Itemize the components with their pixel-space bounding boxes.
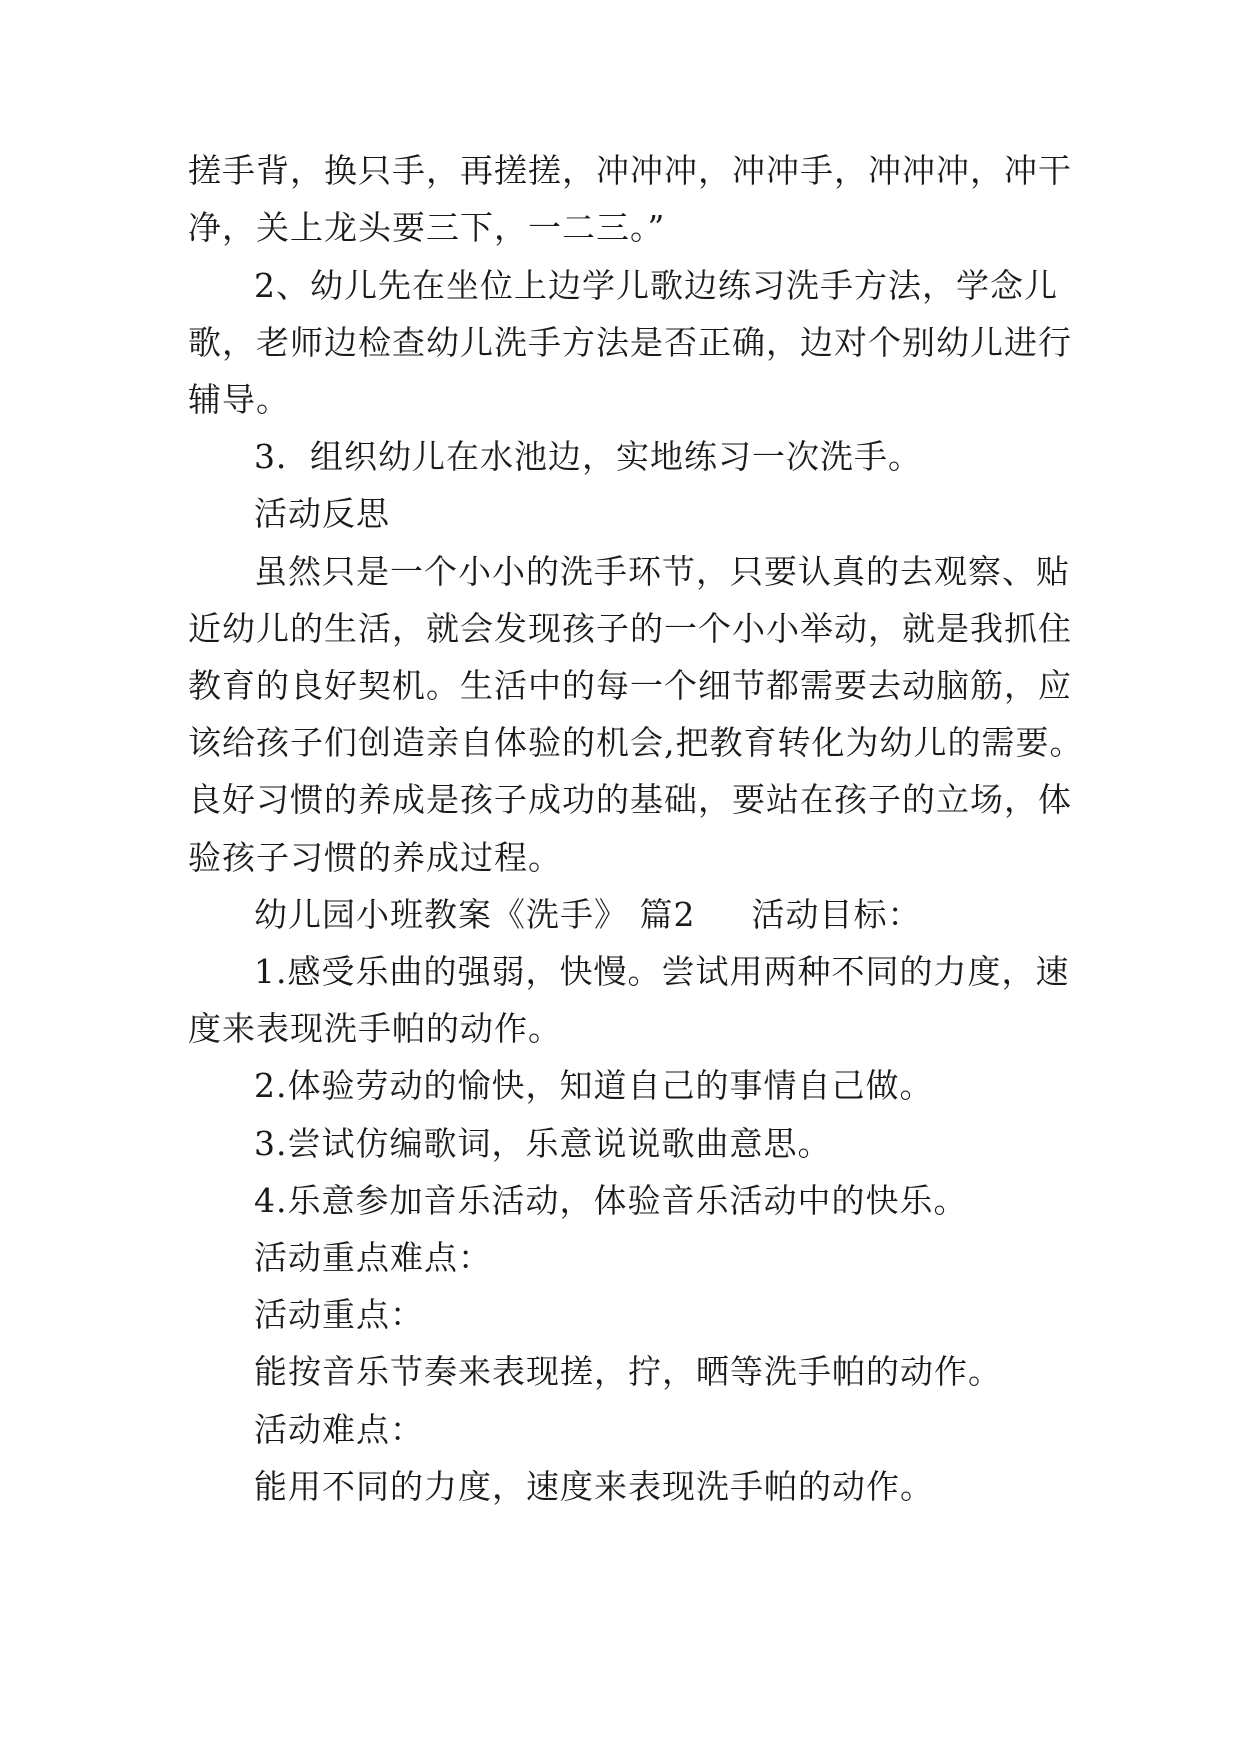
text-line: 3．组织幼儿在水池边，实地练习一次洗手。 xyxy=(254,437,922,476)
text-line: 1.感受乐曲的强弱，快慢。尝试用两种不同的力度，速 xyxy=(254,952,1070,991)
text-line: 近幼儿的生活，就会发现孩子的一个小小举动，就是我抓住 xyxy=(188,609,1072,648)
text-line: 良好习惯的养成是孩子成功的基础，要站在孩子的立场，体 xyxy=(188,780,1072,819)
text-line: 净，关上龙头要三下，一二三。” xyxy=(188,208,666,247)
text-line: 搓手背，换只手，再搓搓，冲冲冲，冲冲手，冲冲冲，冲干 xyxy=(188,151,1072,190)
text-line: 该给孩子们创造亲自体验的机会,把教育转化为幼儿的需要。 xyxy=(188,723,1084,762)
text-line: 能按音乐节奏来表现搓，拧，晒等洗手帕的动作。 xyxy=(254,1352,1002,1391)
lesson-title-line xyxy=(254,895,922,935)
section-heading: 活动目标： xyxy=(751,895,922,934)
text-line: 4.乐意参加音乐活动，体验音乐活动中的快乐。 xyxy=(254,1181,968,1220)
section-heading: 活动重点： xyxy=(254,1295,424,1334)
text-line: 2、幼儿先在坐位上边学儿歌边练习洗手方法，学念儿 xyxy=(254,266,1058,305)
text-line: 3.尝试仿编歌词，乐意说说歌曲意思。 xyxy=(254,1124,832,1163)
text-line: 验孩子习惯的养成过程。 xyxy=(188,838,562,877)
section-heading: 活动反思 xyxy=(254,494,390,533)
section-heading: 活动重点难点： xyxy=(254,1238,492,1277)
text-line: 教育的良好契机。生活中的每一个细节都需要去动脑筋，应 xyxy=(188,666,1072,705)
text-line: 能用不同的力度，速度来表现洗手帕的动作。 xyxy=(254,1467,934,1506)
section-heading: 活动难点： xyxy=(254,1410,424,1449)
text-line: 辅导。 xyxy=(188,380,290,419)
lesson-title: 幼儿园小班教案《洗手》 篇2 xyxy=(254,895,696,934)
text-line: 2.体验劳动的愉快，知道自己的事情自己做。 xyxy=(254,1066,934,1105)
text-line: 度来表现洗手帕的动作。 xyxy=(188,1009,562,1048)
text-line: 虽然只是一个小小的洗手环节，只要认真的去观察、贴 xyxy=(254,552,1070,591)
text-line: 歌，老师边检查幼儿洗手方法是否正确，边对个别幼儿进行 xyxy=(188,323,1072,362)
